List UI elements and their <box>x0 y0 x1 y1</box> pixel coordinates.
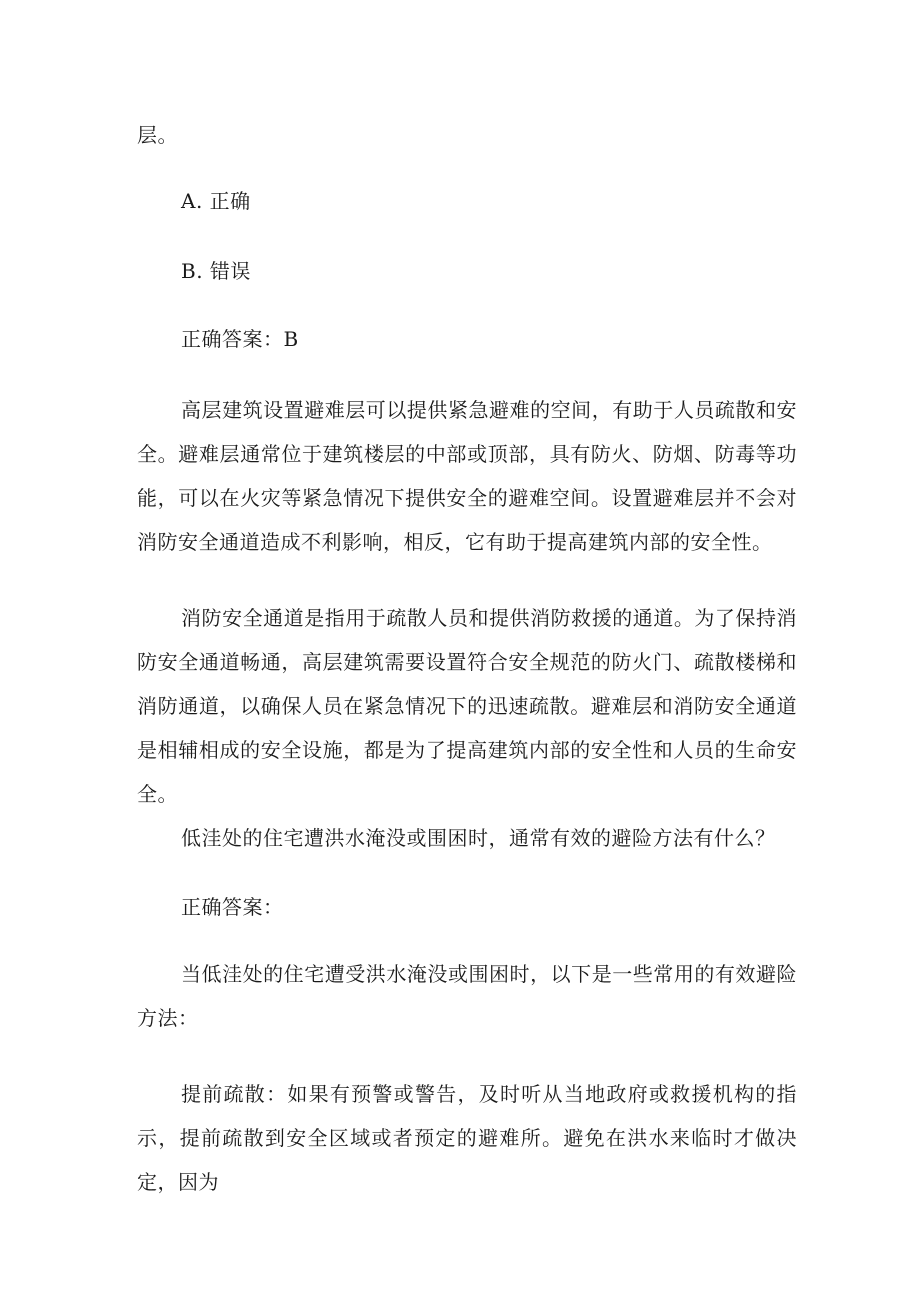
answer-label-1: 正确答案：B <box>181 327 299 351</box>
continuation-text: 层。 <box>137 123 178 147</box>
answer-label-2: 正确答案： <box>181 895 284 919</box>
option-a: A. 正确 <box>181 189 251 213</box>
option-b: B. 错误 <box>181 259 251 283</box>
intro-paragraph: 当低洼处的住宅遭受洪水淹没或围困时，以下是一些常用的有效避险方法： <box>137 962 797 1030</box>
question-2: 低洼处的住宅遭洪水淹没或围困时，通常有效的避险方法有什么？ <box>181 826 776 850</box>
explanation-paragraph-2: 消防安全通道是指用于疏散人员和提供消防救援的通道。为了保持消防安全通道畅通，高层建筑需要设置符合安全规范的防火门、疏散楼梯和消防通道，以确保人员在紧急情况下的迅速疏散。避难层和消防安全通道是相辅相成的安全设施，都是为了提高建筑内部的安全性和人员的生命安全。 <box>137 606 797 806</box>
method-paragraph-1: 提前疏散：如果有预警或警告，及时听从当地政府或救援机构的指示，提前疏散到安全区域或者预定的避难所。避免在洪水来临时才做决定，因为 <box>137 1082 797 1194</box>
explanation-paragraph-1: 高层建筑设置避难层可以提供紧急避难的空间，有助于人员疏散和安全。避难层通常位于建筑楼层的中部或顶部，具有防火、防烟、防毒等功能，可以在火灾等紧急情况下提供安全的避难空间。设置避难层并不会对消防安全通道造成不利影响，相反，它有助于提高建筑内部的安全性。 <box>137 398 797 554</box>
